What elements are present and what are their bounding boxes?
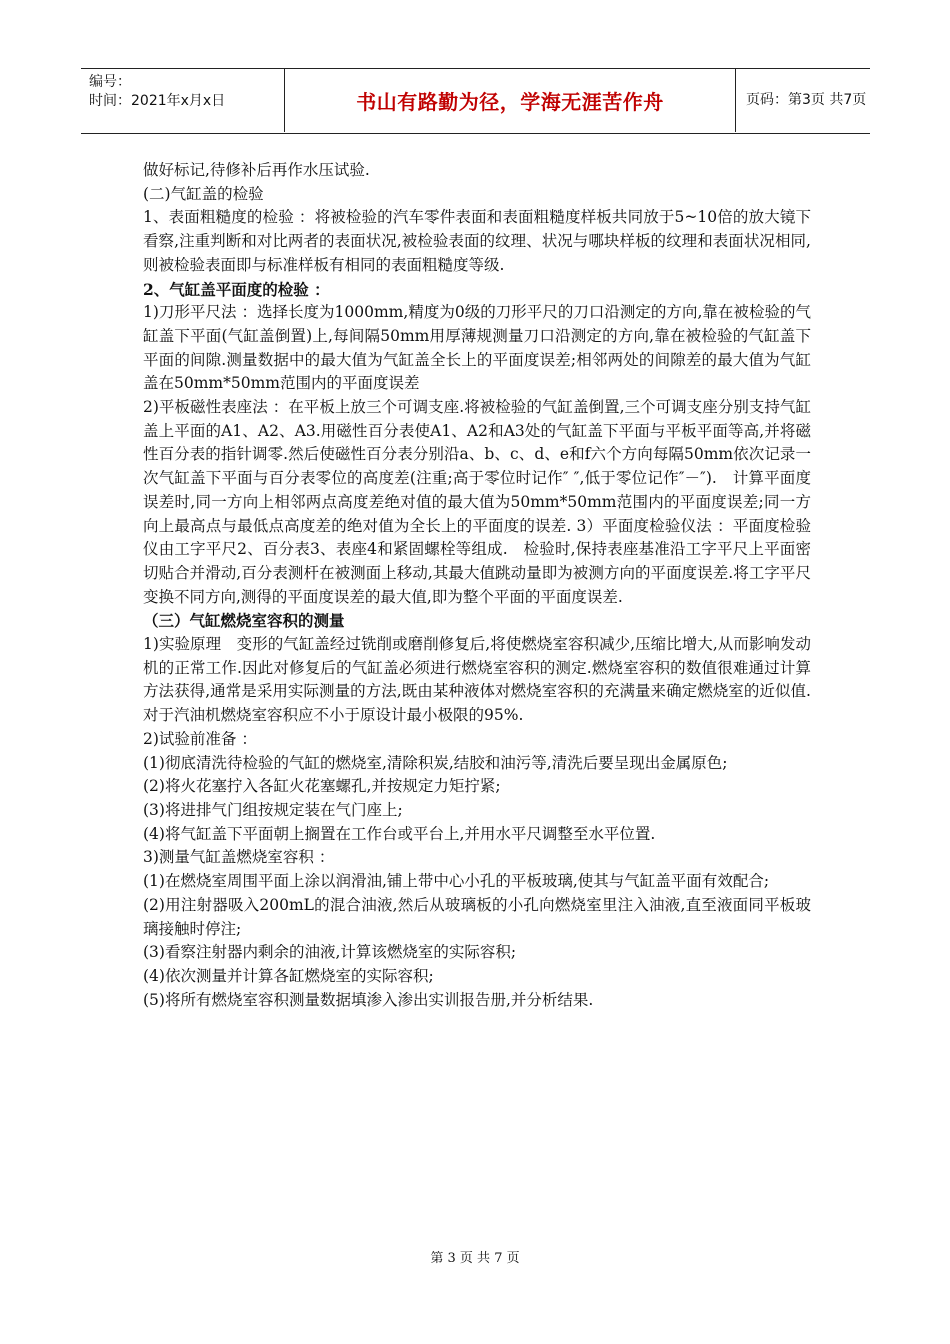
paragraph: (3)看察注射器内剩余的油液,计算该燃烧室的实际容积; [143, 943, 517, 962]
header-info-cell [81, 69, 284, 132]
header-motto-cell [284, 69, 736, 132]
paragraph: (2)将火花塞拧入各缸火花塞螺孔,并按规定力矩拧紧; [143, 777, 501, 796]
paragraph: 2)试验前准备 ： [143, 729, 257, 748]
paragraph: (3)将进排气门组按规定装在气门座上; [143, 800, 403, 819]
page-label: 页码：第3页 共7页 [746, 92, 867, 108]
page-footer: 第 3 页 共 7 页 [430, 1251, 520, 1266]
paragraph: 1)实验原理 变形的气缸盖经过铣削或磨削修复后,将使燃烧室容积减少,压缩比增大,从而影响发动机的正常工作.因此对修复后的气缸盖必须进行燃烧室容积的测定.燃烧室容积的数值很难通过计算方法获得,通常是采用实际测量的方法,既由某种液体对燃烧室容积的充满量来确定燃烧室的近似值. 对于汽油机燃烧室容积应不小于原设计最小极限的95%. [143, 635, 827, 725]
paragraph: （三）气缸燃烧室容积的测量 [143, 611, 345, 631]
time-label: 时间：2021年x月x日 [89, 93, 226, 109]
paragraph: 2、气缸盖平面度的检验 ： [143, 279, 330, 299]
motto-text: 书山有路勤为径，学海无涯苦作舟 [356, 90, 664, 114]
document-header [81, 68, 870, 134]
paragraph: 1、表面粗糙度的检验 ：将被检验的汽车零件表面和表面粗糙度样板共同放于5~10倍的放大镜下看察,注重判断和对比两者的表面状况,被检验表面的纹理、状况与哪块样板的纹理和表面状况相同,则被检验表面即与标准样板有相同的表面粗糙度等级. [143, 208, 811, 274]
paragraph: (1)彻底清洗待检验的气缸的燃烧室,清除积炭,结胶和油污等,清洗后要呈现出金属原色; [143, 753, 728, 772]
header-page-cell [736, 69, 870, 132]
paragraph: (2)用注射器吸入200mL的混合油液,然后从玻璃板的小孔向燃烧室里注入油液,直至液面同平板玻璃接触时停注; [143, 895, 811, 938]
paragraph: (4)依次测量并计算各缸燃烧室的实际容积; [143, 966, 434, 985]
paragraph: 做好标记,待修补后再作水压试验. [143, 161, 370, 179]
paragraph: (4)将气缸盖下平面朝上搁置在工作台或平台上,并用水平尺调整至水平位置. [143, 824, 656, 843]
paragraph: 1)刀形平尺法 ：选择长度为1000mm,精度为0级的刀形平尺的刀口沿测定的方向,靠在被检验的气缸盖下平面(气缸盖倒置)上,每间隔50mm用厚薄规测量刀口沿测定的方向,靠在被检验的气缸盖下平面的间隙.测量数据中的最大值为气缸盖全长上的平面度误差;相邻两处的间隙差的最大值为气缸盖在50mm*50mm范围内的平面度误差 [143, 303, 811, 393]
document-body [143, 159, 827, 1012]
number-label: 编号： [89, 74, 131, 90]
paragraph: 2)平板磁性表座法 ：在平板上放三个可调支座.将被检验的气缸盖倒置,三个可调支座分别支持气缸盖上平面的A1、A2、A3.用磁性百分表使A1、A2和A3处的气缸盖下平面与平板平面等高,并将磁性百分表的指针调零.然后使磁性百分表分别沿a、b、c、d、e和f六个方向每隔50mm依次记录一次气缸盖下平面与百分表零位的高度差(注重;高于零位时记作″ ″,低于零位记作″－″). 计算平面度误差时,同一方向上相邻两点高度差绝对值的最大值为50mm*50mm范围内的平面度误差;同一方向上最高点与最低点高度差的绝对值为全长上的平面度的误差. 3）平面度检验仪法 ：平面度检验仪由工字平尺2、百分表3、表座4和紧固螺栓等组成. 检验时,保持表座基准沿工字平尺上平面密切贴合并滑动,百分表测杆在被测面上移动,其最大值跳动量即为被测方向的平面度误差.将工字平尺变换不同方向,测得的平面度误差的最大值,即为整个平面的平面度误差. [143, 398, 811, 606]
paragraph: 3)测量气缸盖燃烧室容积 ： [143, 848, 335, 867]
paragraph: (5)将所有燃烧室容积测量数据填渗入渗出实训报告册,并分析结果. [143, 990, 594, 1009]
paragraph: (二)气缸盖的检验 [143, 184, 264, 203]
paragraph: (1)在燃烧室周围平面上涂以润滑油,铺上带中心小孔的平板玻璃,使其与气缸盖平面有效配合; [143, 872, 770, 891]
